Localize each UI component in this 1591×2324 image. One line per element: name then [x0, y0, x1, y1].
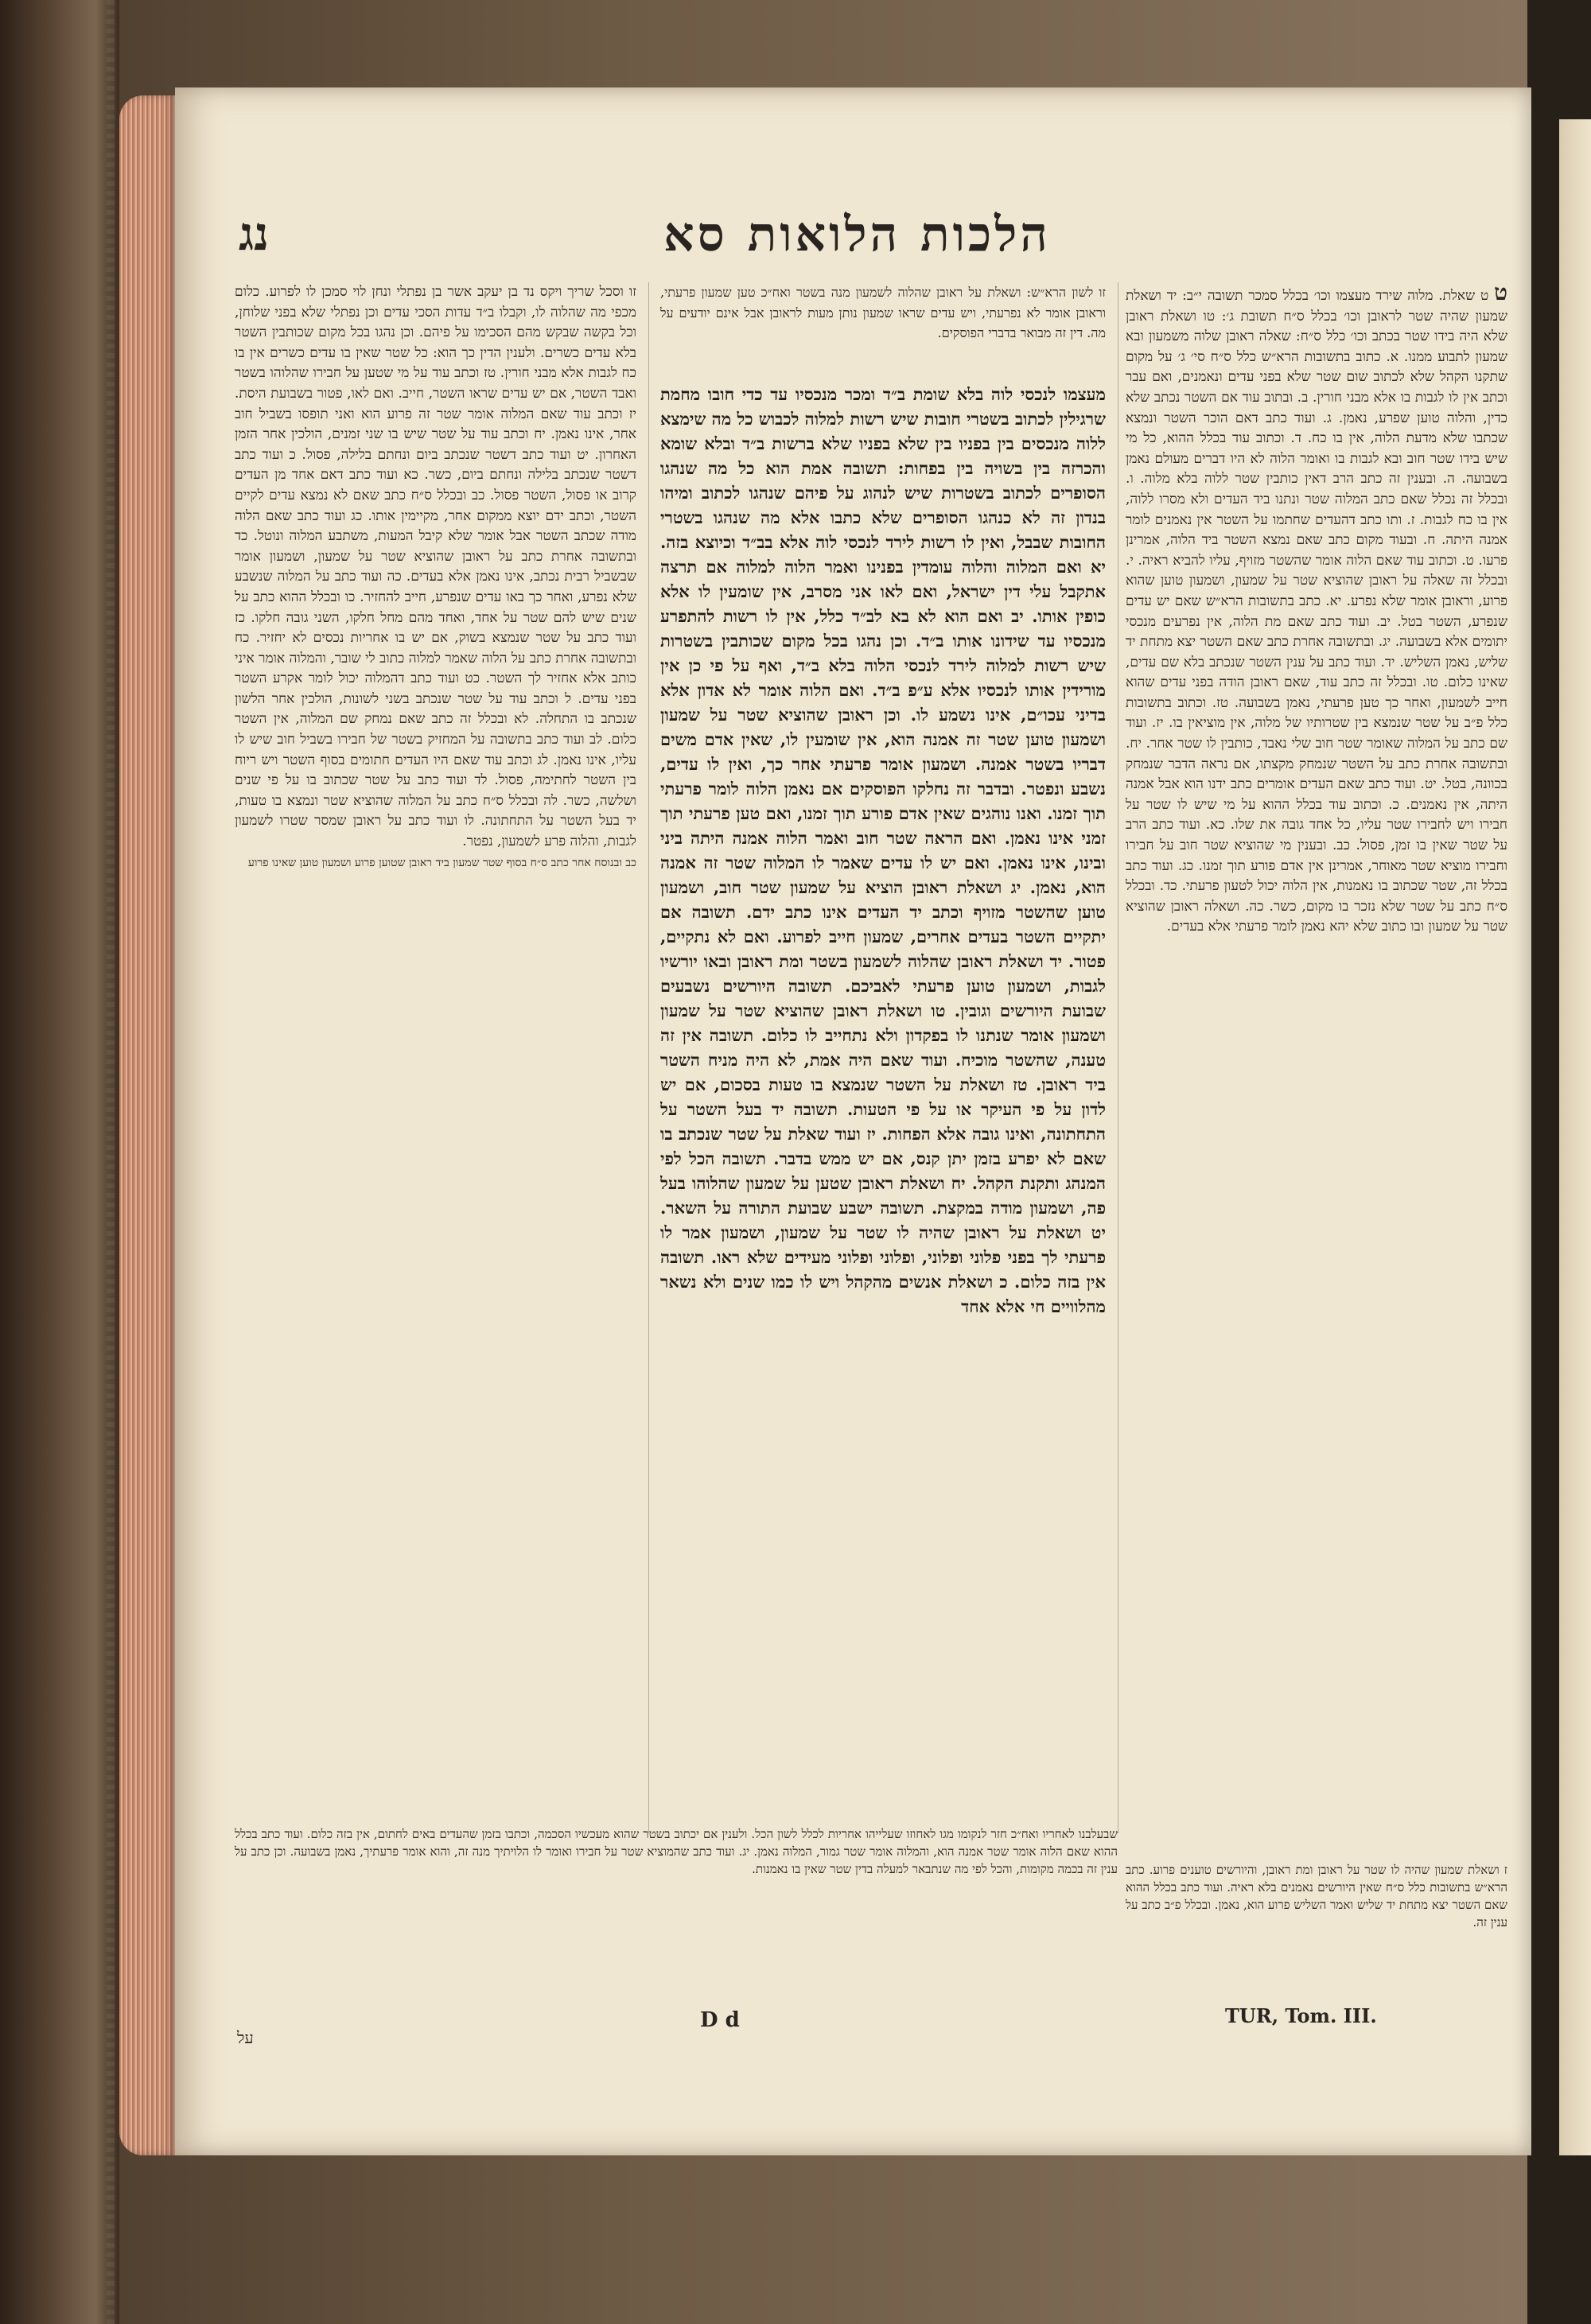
left-column-text: זו וסכל שריך ויקס נד בן יעקב אשר בן נפתלי ונחן לוי סמכן לו לפרוע. כלום מכפי מה שהלוה לו, וקבלו ב״ד עדות הסכי עדים וכן נפתלי שלא בפני שלוחן, וכל בקשה שבקש מהם הסכימו על פיהם. וכן נהגו בכל מקום שכותבין השטר בלא עדים כשרים. ולענין הדין כך הוא: כל שטר שאין בו עדים כשרים אין בו כח לגבות אלא מבני חורין. טז וכתב עוד על מי שטען על חבירו שהלוהו בשטר ואבד השטר, אם יש עדים שראו השטר, חייב. ואם לאו, פטור בשבועת היסת. יז וכתב עוד שאם המלוה אומר שטר זה פרוע הוא ואני תופסו בשביל חוב אחר, אינו נאמן. יח וכתב עוד על שטר שיש בו שני זמנים, הולכין אחר הזמן האחרון. יט ועוד כתב דשטר שנכתב ביום ונחתם בלילה, פסול. כ ועוד כתב דשטר שנכתב בלילה ונחתם ביום, כשר. כא ועוד כתב דאם אחד מן העדים קרוב או פסול, השטר פסול. כב ובכלל ס״ח כתב שאם לא נמצא עדים לקיים השטר, וכתב ידם יוצא ממקום אחר, מקיימין אותו. כג ועוד כתב שאם הלוה מודה שכתב השטר אבל אומר שלא קיבל המעות, משתבע המלוה ונוטל. כד ובתשובה אחרת כתב על ראובן שהוציא שטר על שמעון, ושמעון אומר שבשביל רבית נכתב, אינו נאמן אלא בעדים. כה ועוד כתב על המלוה שנשבע שלא נפרע, ואחר כך באו עדים שנפרע, חייב להחזיר. כו ובכלל ההוא כתב על שנים שיש להם שטר על אחד, ואחד מהם מחל חלקו, השני גובה חלקו. כז ועוד כתב על שטר שנמצא בשוק, אם יש בו אחריות נכסים לא יחזיר. כח ובתשובה אחרת כתב על הלוה שאמר למלוה כתוב לי שובר, והמלוה אומר איני כותב אלא אחזיר לך השטר. כט ועוד כתב דהמלוה יכול לומר אקרע השטר בפני עדים. ל וכתב עוד על שטר שנכתב בשני לשונות, הולכין אחר הלשון שנכתב בו התחלה. לא ובכלל זה כתב שאם נמחק שם המלוה, אין השטר כלום. לב ועוד כתב בתשובה על המחזיק בשטר של חבירו בשביל חוב שיש לו עליו, אינו נאמן. לג וכתב עוד שאם היו העדים חתומים בסוף השטר ויש ריוח בין השטר לחתימה, פסול. לד ועוד כתב על שטר שכתוב בו על פי שנים ושלשה, כשר. לה ובכלל ס״ח כתב על המלוה שהוציא שטר ונמצא בו טעות, יד בעל השטר על התחתונה. לו ועוד כתב על ראובן שמסר שטרו לשמעון לגבות, והלוה פרע לשמעון, נפטר. [235, 284, 636, 850]
catchword: על [237, 2028, 254, 2047]
right-column-text: ט שאלת. מלוה שירד מעצמו וכו׳ בכלל סמכר תשובה י״ב: יד ושאלת שמעון שהיה שטר לראובן וכו׳ בכלל ס״ח תשובת ג׳: טו ושאלת ראובן שלא היה בידו שטר בכתב וכו׳ כלל ס״ח: שאלה ראובן שלוה משמעון ובא שמעון לתבוע ממנו. א. כתוב בתשובות הרא״ש כלל ס״ח סי׳ ג׳ על מקום שתקנו הקהל שלא לכתוב שום שטר שלא בפני עדים ונאמנים, ואם עבר וכתב אין לו לגבות בו אלא מבני חורין. ב. ובתוב עוד אם השטר נכתב שלא כדין, והלוה טוען שפרע, נאמן. ג. ועוד כתב דאם הוכר השטר ונמצא שכתבו שלא מדעת הלוה, אין בו כח. ד. וכתוב עוד בכלל ההוא, כל מי שיש בידו שטר חוב ובא לגבות בו ואומר הלוה לא היו דברים מעולם נאמן בשבועה. ה. ובענין זה כתב הרב דאין כותבין שטר ללוה בלא מלוה. ו. ובכלל זה נכלל שאם כתב המלוה שטר ונתנו ביד העדים ולא מסרו ללוה, אין בו כח לגבות. ז. ותו כתב דהעדים שחתמו על השטר אין נאמנים לומר אמנה היתה. ח. ובעוד מקום כתב שאם נמצא השטר ביד הלוה, אמרינן פרעו. ט. וכתוב עוד שאם הלוה אומר שהשטר מזויף, עליו להביא ראיה. י. ובכלל זה שאלה על ראובן שהוציא שטר על שמעון, ושמעון טוען שהוא פרוע, וראובן אומר שלא נפרע. יא. כתב בתשובות הרא״ש שאם יש עדים שנפרע, השטר בטל. יב. ועוד כתב שאם מת הלוה, אין נפרעים מנכסי יתומים אלא בשבועה. יג. ובתשובה אחרת כתב שאם השטר יצא מתחת יד שליש, נאמן השליש. יד. ועוד כתב על ענין השטר שנכתב בלא שם עדים, שאינו כלום. טו. ובכלל זה כתב עוד, שאם ראובן הודה בפני עדים שהוא חייב לשמעון, ואחר כך טען פרעתי, נאמן בשבועה. טז. וכתוב בתשובות כלל פ״ב על שטר שנמצא בין שטרותיו של מלוה, אין מוציאין בו. יז. ועוד שם כתב על המלוה שאומר שטר חוב שלי נאבד, כותבין לו שטר אחר. יח. ובתשובה אחרת כתב על השטר שנמחק מקצתו, אם נראה הדבר שנמחק בכוונה, בטל. יט. ועוד כתב שאם העדים אומרים כתב ידנו הוא אבל אמנה היתה, אין נאמנים. כ. וכתוב עוד בכלל ההוא על מי שיש לו שטר על חבירו ויש לחבירו שטר עליו, כל אחד גובה את שלו. כא. ועוד כתב הרב על שטר שאין בו זמן, פסול. כב. ובענין מי שהוציא שטר חוב על חבירו וחבירו מוציא שטר מאוחר, אמרינן אין אדם פורע תוך זמנו. כג. ועוד כתב בכלל זה, שטר שכתוב בו נאמנות, אין הלוה יכול לטעון פרעתי. כד. ובכלל ס״ח כתב על שטר שלא נזכר בו מקום, כשר. כה. ושאלה ראובן שהוציא שטר על שמעון ובו כתוב שלא יהא נאמן לומר פרעתי אלא בעדים. [1126, 288, 1507, 935]
bottom-left-footnotes: שבעלבנו לאחריו ואח״כ חזר לנקומו מגו לאחוזו שעלייהו אחריות לכלל לשון הכל. ולענין אם יכתוב בשטר שהוא מעכשיו הסכמה, וכתבו בזמן שהעדים באים לחתום, אין בזה כלום. ועוד כתב בכלל ההוא שאם הלוה אומר שטר אמנה הוא, והמלוה אומר שטר גמור, המלוה נאמן. יג. ועוד כתב שהמוציא שטר על חבירו ואומר לו הלויתיך מנה זה, והוא אומר פרעתיך, נאמן בשבועה. וכן כתב על ענין זה בכמה מקומות, והכל לפי מה שנתבאר למעלה בדין שטר שאין בו נאמנות. [235, 1827, 1118, 1876]
book-page [175, 87, 1531, 2155]
page-header [239, 207, 1476, 278]
folio-number: נג [239, 207, 270, 261]
book-binding [0, 0, 119, 2324]
page-edges [119, 95, 175, 2155]
bottom-right-footnotes: ז ושאלת שמעון שהיה לו שטר על ראובן ומת ראובן, והיורשים טוענים פרוע. כתב הרא״ש בתשובות כלל ס״ח שאין היורשים נאמנים בלא ראיה. ועוד כתב בכלל ההוא שאם השטר יצא מתחת יד שליש ואמר השליש פרוע הוא, נאמן. ובכלל פ״ב כתב על ענין זה. [1126, 1863, 1507, 1930]
middle-column-main-text: מעצמו לנכסי לוה בלא שומת ב״ד ומכר מנכסיו עד כדי חובו מחמת שרגילין לכתוב בשטרי חובות שיש רשות למלוה לכבוש כל מה שימצא ללוה מנכסים בין בפניו בין שלא בפניו שלא ברשות ב״ד ובלא שומא והכרזה בין בשויה בין בפחות: תשובה אמת הוא כל מה שנהגו הסופרים לכתוב בשטרות שיש לנהוג על פיהם שנהגו לכתוב ומיהו בנדון זה לא כנהגו הסופרים שלא כתבו אלא מה שנהגו בשטרי החובות שבבל, ואין לו רשות לירד לנכסי לוה אלא בב״ד וכיוצא בזה. יא ואם המלוה והלוה עומדין בפנינו ואמר הלוה למלוה אם תרצה אתקבל עלי דין ישראל, ואם לאו אני מסרב, אין שומעין לו אלא כופין אותו. יב ואם הוא לא בא לב״ד כלל, אין לו רשות להתפרע מנכסיו עד שידונו אותו ב״ד. וכן נהגו בכל מקום שכותבין בשטרות שיש רשות למלוה לירד לנכסי הלוה בלא ב״ד, ואף על פי כן אין מורידין אותו לנכסיו אלא ע״פ ב״ד. ואם הלוה אומר לא אדון אלא בדיני עכו״ם, אינו נשמע לו. וכן ראובן שהוציא שטר על שמעון ושמעון טוען שטר זה אמנה הוא, אין שומעין לו, שאין אדם משים דבריו בשטר אמנה. ושמעון אומר פרעתי אחר כך, ואין לו עדים, נשבע ונפטר. ובדבר זה נחלקו הפוסקים אם נאמן הלוה לומר פרעתי תוך זמנו. ואנו נוהגים שאין אדם פורע תוך זמנו, ואם טען פרעתי תוך זמני אינו נאמן. ואם הראה שטר חוב ואמר הלוה אמנה היתה ביני ובינו, אינו נאמן. ואם יש לו עדים שאמר לו המלוה שטר זה אמנה הוא, נאמן. יג ושאלת ראובן הוציא על שמעון שטר חוב, ושמעון טוען שהשטר מזויף וכתב יד העדים אינו כתב ידם. תשובה אם יתקיים השטר בעדים אחרים, שמעון חייב לפרוע. ואם לא נתקיים, פטור. יד ושאלת ראובן שהלוה לשמעון בשטר ומת ראובן ובאו יורשיו לגבות, ושמעון טוען פרעתי לאביכם. תשובה היורשים נשבעים שבועת היורשים וגובין. טו ושאלת ראובן שהוציא שטר על שמעון ושמעון אומר שנתנו לו בפקדון ולא נתחייב לו כלום. תשובה אין זה טענה, שהשטר מוכיח. ועוד שאם היה אמת, לא היה מניח השטר ביד ראובן. טז ושאלת על השטר שנמצא בו טעות בסכום, אם יש לדון על פי העיקר או על פי הטעות. תשובה יד בעל השטר על התחתונה, ואינו גובה אלא הפחות. יז ועוד שאלת על שטר שנכתב בו שאם לא יפרע בזמן יתן קנס, אם יש ממש בדבר. תשובה הכל לפי המנהג ותקנת הקהל. יח ושאלת ראובן שטען על שמעון שהלוהו בעל פה, ושמעון מודה במקצת. תשובה ישבע שבועת התורה על השאר. יט ושאלת על ראובן שהיה לו שטר על שמעון, ושמעון אמר לו פרעתי לך בפני פלוני ופלוני, ופלוני ופלוני מעידים שלא ראו. תשובה אין בזה כלום. כ ושאלת אנשים מהקהל ויש לו כמו שנים ולא נשאר מהלוויים חי אלא אחד [660, 384, 1106, 1316]
middle-column-top-note: זו לשון הרא״ש: ושאלת על ראובן שהלוה לשמעון מנה בשטר ואח״כ טען שמעון פרעתי, וראובן אומר לא נפרעתי, ויש עדים שראו שמעון נותן מעות לראובן אבל אינם יודעים על מה. דין זה מבואר בדברי הפוסקים. [660, 285, 1106, 341]
footer-label: TUR, Tom. III. [1225, 2004, 1377, 2027]
right-column-commentary [1126, 282, 1507, 1833]
signature-mark: D d [700, 2008, 740, 2032]
left-column-commentary [235, 282, 636, 1829]
dropcap: ט [1494, 282, 1507, 305]
page-title: הלכות הלואות סא [663, 207, 1051, 262]
facing-page-edge [1559, 119, 1591, 2155]
left-column-note: כב ובנוסח אחר כתב ס״ח בסוף שטר שמעון ביד ראובן שטוען פרוע ושמעון טוען שאינו פרוע [247, 856, 636, 869]
column-divider-left [648, 282, 649, 1833]
